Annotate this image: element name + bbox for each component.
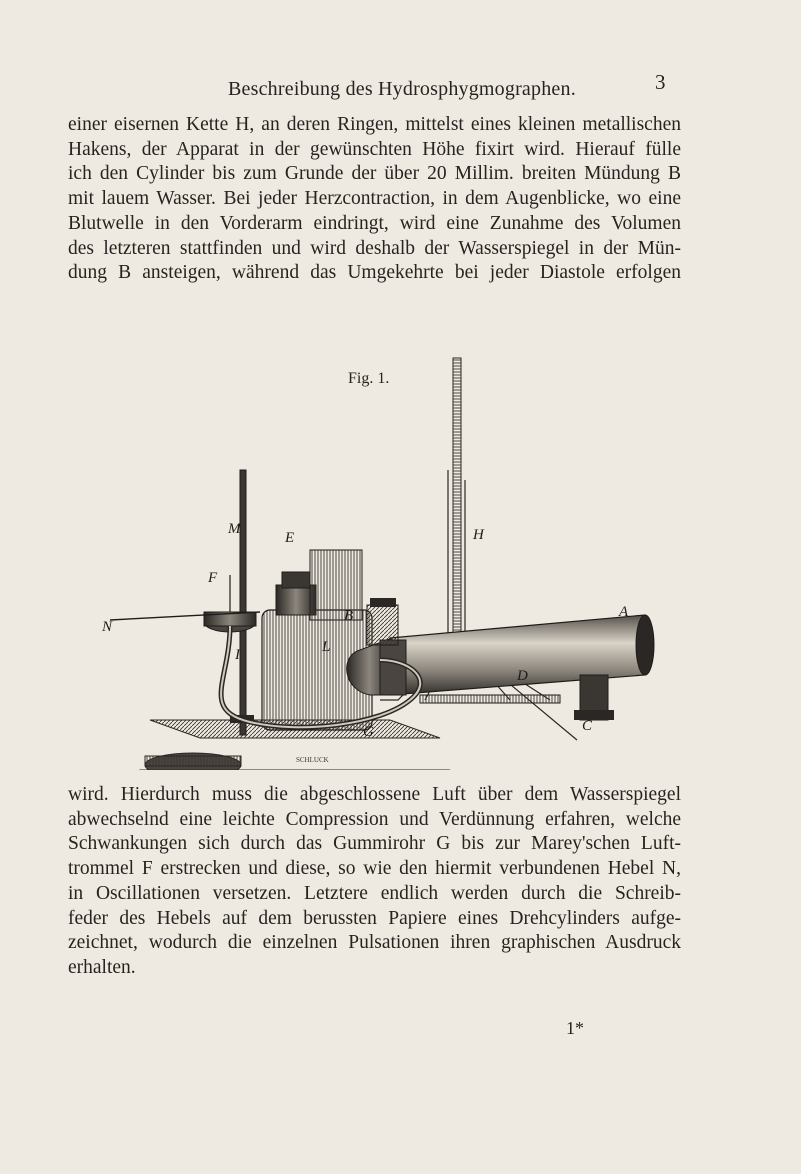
text-line: feder des Hebels auf dem berussten Papiere eines Drehcylinders aufge- [68, 907, 681, 929]
text-line: Hakens, der Apparat in der gewünschten Höhe fixirt wird. Hierauf fülle [68, 138, 681, 160]
text-line: abwechselnd eine leichte Compression und Verdünnung erfahren, welche [68, 808, 681, 830]
hydrosphygmograph-engraving [80, 350, 700, 770]
label-n: N [102, 619, 113, 635]
signature-mark: 1* [566, 1018, 584, 1038]
text-line: mit lauem Wasser. Bei jeder Herzcontraction, in dem Augenblicke, wo eine [68, 188, 681, 210]
label-m: M [228, 521, 241, 537]
label-f: F [208, 570, 218, 586]
text-line: einer eisernen Kette H, an deren Ringen, mittelst eines kleinen metallischen [68, 114, 681, 135]
label-l: L [322, 639, 331, 655]
text-line: des letzteren stattfinden und wird deshalb der Wasserspiegel in der Mün- [68, 237, 681, 259]
label-e: E [285, 530, 295, 546]
text-line: Blutwelle in den Vorderarm eindringt, wird eine Zunahme des Volumen [68, 212, 681, 234]
running-head: Beschreibung des Hydrosphygmographen. [228, 78, 576, 100]
label-a: A [619, 604, 629, 620]
text-line: wird. Hierdurch muss die abgeschlossene Luft über dem Wasserspiegel [68, 784, 681, 805]
text-line: trommel F erstrecken und diese, so wie den hiermit verbundenen Hebel N, [68, 858, 681, 880]
label-d: D [517, 668, 528, 684]
page-number: 3 [655, 70, 666, 94]
text-line: Schwankungen sich durch das Gummirohr G bis zur Marey'schen Luft- [68, 833, 681, 855]
bottle-e [262, 550, 372, 730]
label-c: C [582, 718, 593, 734]
figure-caption: Fig. 1. [348, 370, 390, 387]
text-line: in Oscillationen versetzen. Letztere endlich werden durch die Schreib- [68, 882, 681, 904]
text-line: ich den Cylinder bis zum Grunde der über 20 Millim. breiten Mündung B [68, 163, 681, 185]
stand-m [230, 470, 254, 735]
paragraph-bottom [68, 783, 681, 981]
label-b: B [344, 608, 354, 624]
label-h: H [473, 527, 484, 543]
label-g: G [363, 724, 374, 740]
text-line: zeichnet, wodurch die einzelnen Pulsationen ihren graphischen Ausdruck [68, 932, 681, 954]
text-line: erhalten. [68, 956, 136, 978]
engraver-mark: SCHLUCK [296, 756, 329, 764]
paragraph-top [68, 113, 681, 286]
label-i: I [235, 647, 240, 663]
text-line: dung B ansteigen, während das Umgekehrte bei jeder Diastole erfolgen [68, 262, 681, 284]
